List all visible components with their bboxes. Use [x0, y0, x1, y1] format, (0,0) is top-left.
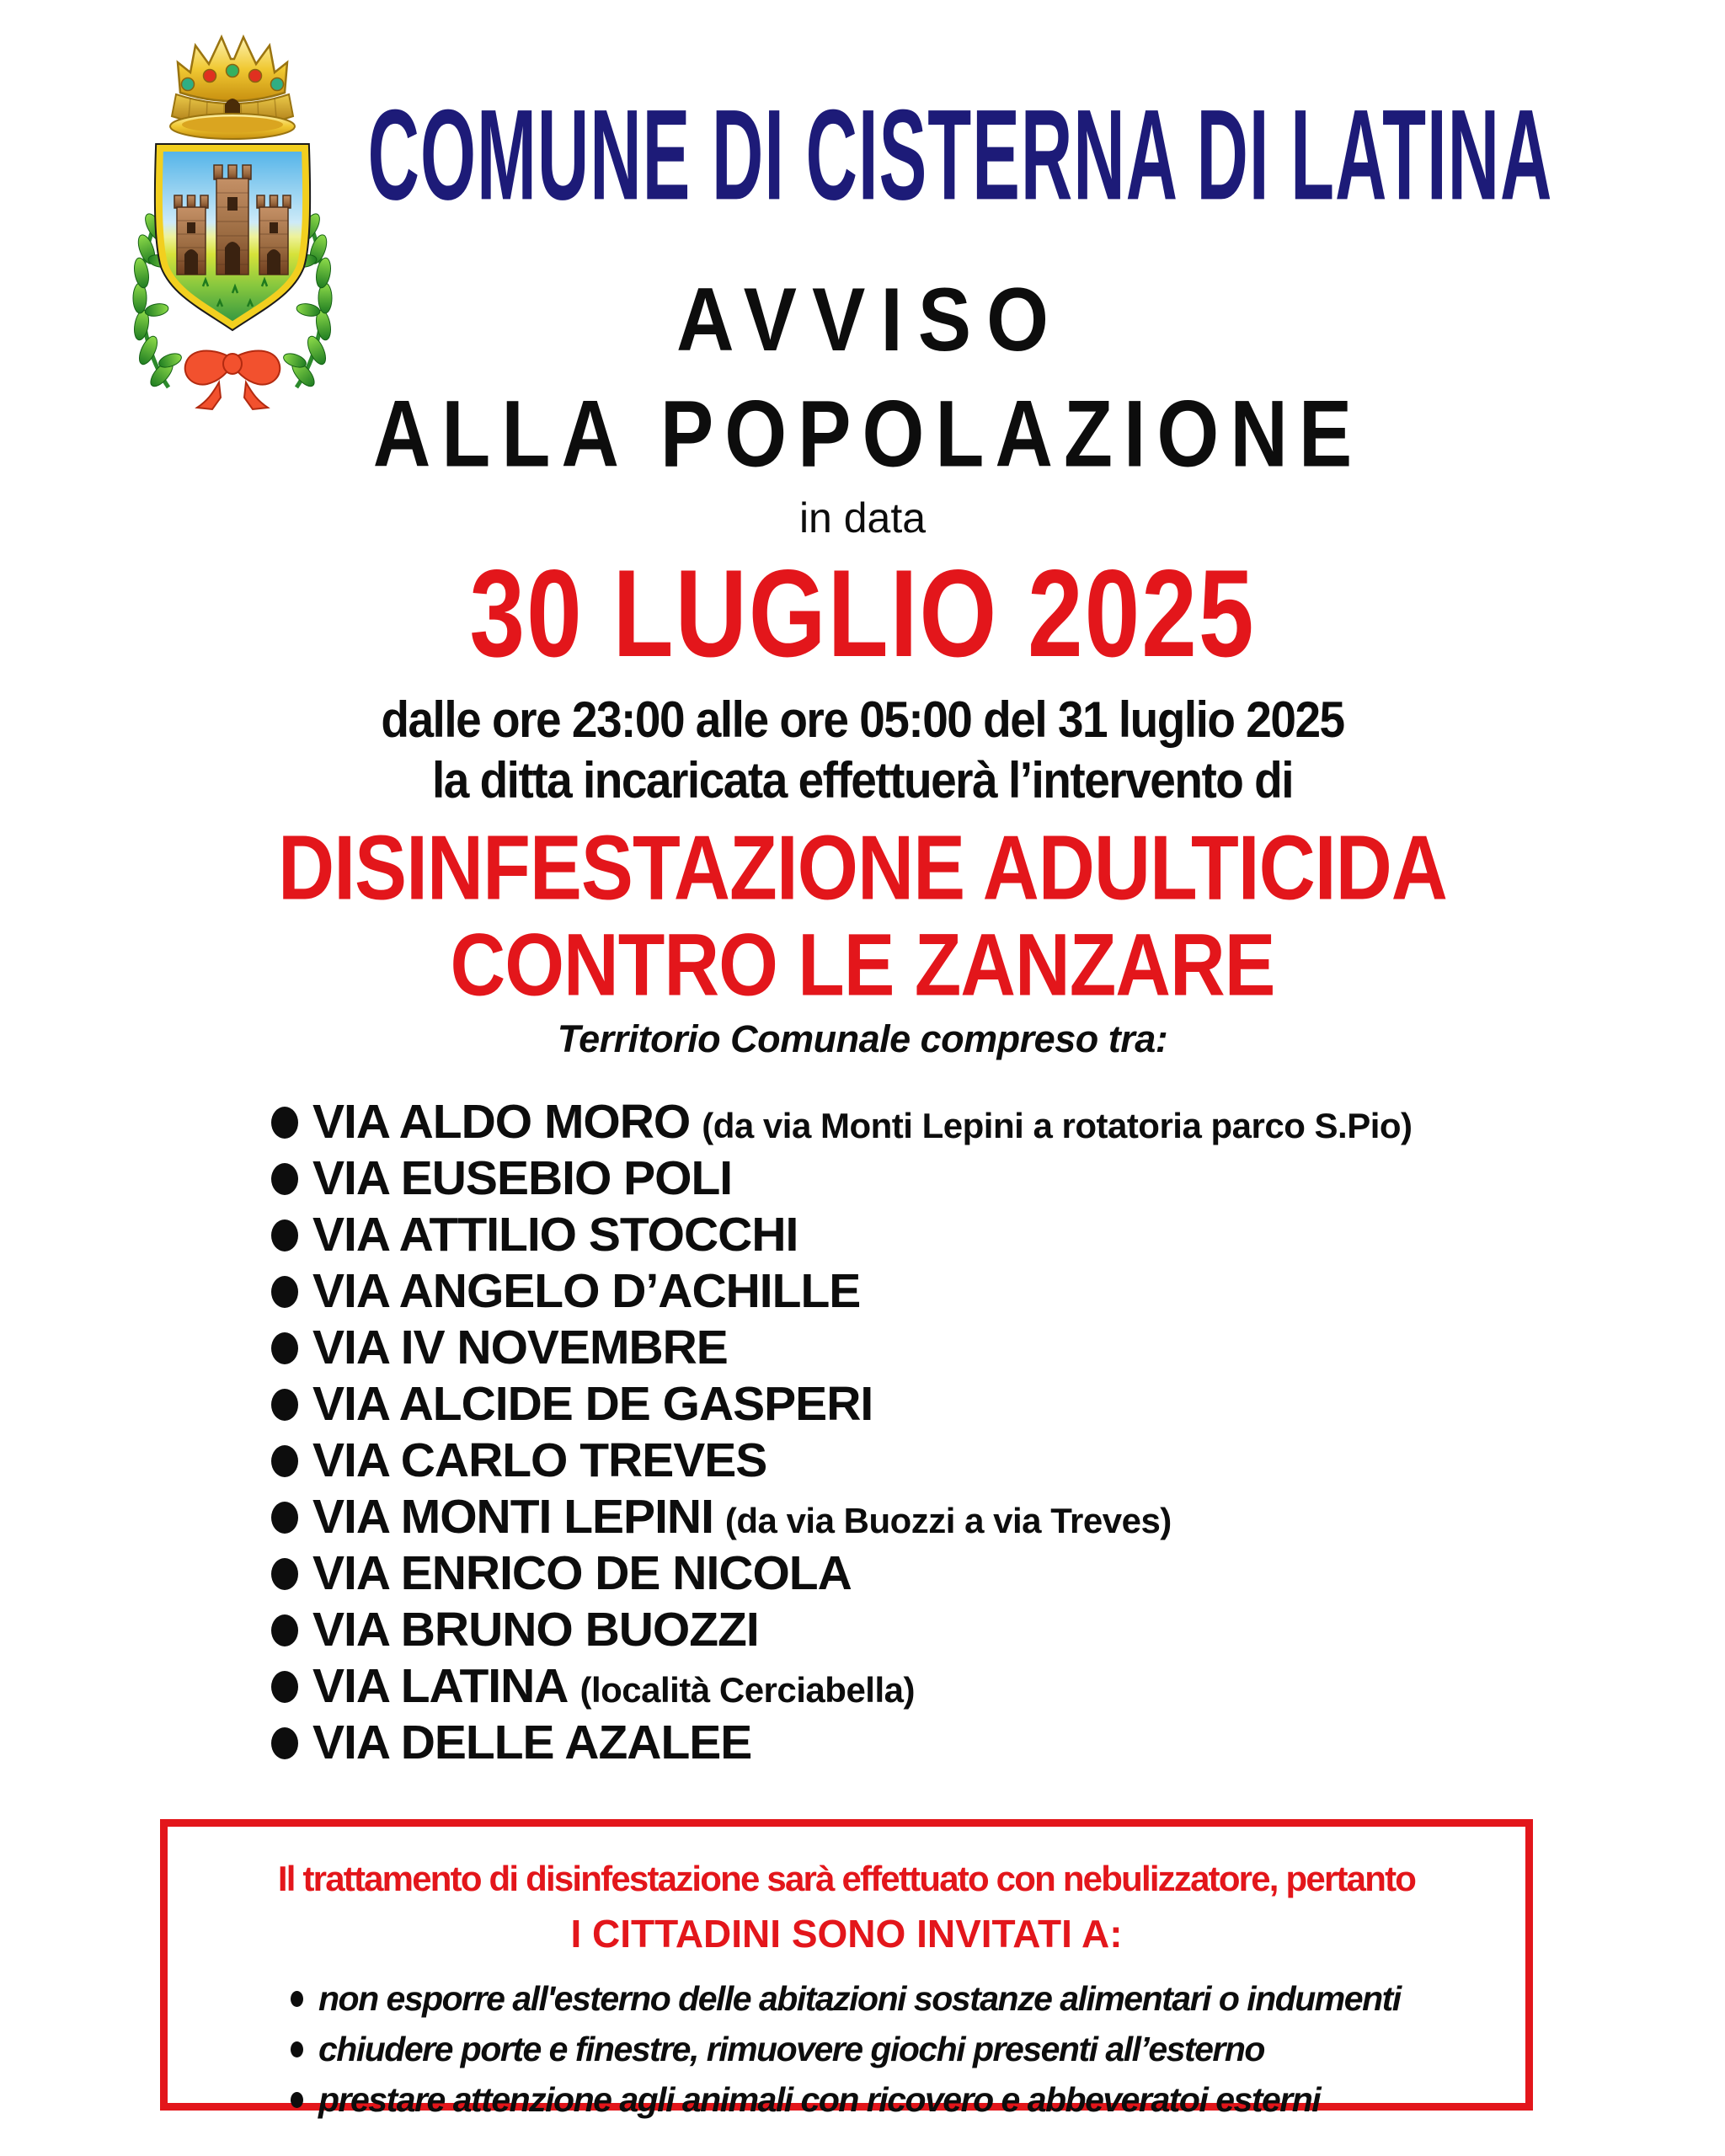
street-name: VIA DELLE AZALEE — [312, 1716, 752, 1769]
date-label — [0, 494, 1725, 542]
bullet-icon — [271, 1107, 298, 1139]
street-item — [271, 1376, 1413, 1433]
intro-line — [0, 750, 1725, 809]
street-item — [271, 1489, 1413, 1545]
bullet-icon — [271, 1445, 298, 1477]
street-label — [312, 1095, 1413, 1149]
warning-item — [291, 2024, 1525, 2074]
warning-heading: I CITTADINI SONO INVITATI A: — [570, 1912, 1123, 1956]
warning-intro: Il trattamento di disinfestazione sarà effettuato con nebulizzatore, pertanto — [277, 1859, 1416, 1898]
street-item — [271, 1207, 1413, 1263]
street-name: VIA EUSEBIO POLI — [312, 1151, 733, 1205]
street-name: VIA BRUNO BUOZZI — [312, 1603, 759, 1657]
street-label — [312, 1716, 763, 1769]
street-note: (da via Buozzi a via Treves) — [724, 1501, 1172, 1540]
streets-list — [271, 1094, 1413, 1771]
event-date-text: 30 LUGLIO 2025 — [469, 544, 1256, 684]
street-name: VIA ALCIDE DE GASPERI — [312, 1377, 873, 1431]
treatment-title-line1-text: DISINFESTAZIONE ADULTICIDA — [278, 815, 1447, 919]
street-note: (da via Monti Lepini a rotatoria parco S.Pio) — [702, 1106, 1413, 1145]
street-label — [312, 1433, 778, 1487]
bullet-icon — [271, 1276, 298, 1308]
street-label — [312, 1321, 740, 1374]
bullet-icon — [291, 1991, 303, 2007]
street-item — [271, 1433, 1413, 1489]
notice-title-line1-text: AVVISO — [676, 270, 1064, 370]
street-label — [312, 1490, 1172, 1544]
street-item — [271, 1094, 1413, 1150]
treatment-title-line2 — [0, 916, 1725, 1015]
street-item — [271, 1545, 1413, 1602]
notice-title-line2 — [0, 381, 1725, 487]
street-item — [271, 1715, 1413, 1771]
street-label — [312, 1659, 915, 1713]
street-label — [312, 1208, 809, 1262]
warning-list — [291, 1973, 1525, 2125]
bullet-icon — [291, 2092, 303, 2108]
street-name: VIA ATTILIO STOCCHI — [312, 1208, 798, 1262]
street-name: VIA ENRICO DE NICOLA — [312, 1546, 852, 1600]
bullet-icon — [271, 1163, 298, 1195]
schedule-line-text: dalle ore 23:00 alle ore 05:00 del 31 luglio 2025 — [381, 690, 1344, 749]
warning-item — [291, 2074, 1525, 2125]
street-name: VIA ALDO MORO — [312, 1095, 691, 1149]
area-label — [0, 1017, 1725, 1061]
warning-box — [160, 1819, 1533, 2119]
intro-line-text: la ditta incaricata effettuerà l’intervento di — [431, 750, 1294, 809]
municipality-name-text: COMUNE DI CISTERNA DI LATINA — [367, 83, 1553, 228]
street-item — [271, 1263, 1413, 1320]
street-label — [312, 1603, 771, 1657]
bullet-icon — [271, 1614, 298, 1646]
municipality-name — [195, 83, 1725, 228]
warning-item-text: chiudere porte e finestre, rimuovere giochi presenti all’esterno — [318, 2029, 1264, 2068]
street-note: (località Cerciabella) — [579, 1670, 915, 1710]
bullet-icon — [271, 1389, 298, 1421]
street-item — [271, 1602, 1413, 1658]
street-item — [271, 1320, 1413, 1376]
street-label — [312, 1546, 863, 1600]
bullet-icon — [271, 1219, 298, 1251]
notice-title-line2-text: ALLA POPOLAZIONE — [372, 381, 1364, 487]
street-name: VIA LATINA — [312, 1659, 569, 1713]
street-name: VIA ANGELO D’ACHILLE — [312, 1264, 861, 1318]
bullet-icon — [271, 1558, 298, 1590]
bullet-icon — [291, 2041, 303, 2057]
date-label-text: in data — [798, 494, 927, 542]
warning-item — [291, 1973, 1525, 2024]
street-label — [312, 1151, 744, 1205]
notice-title-line1 — [0, 270, 1725, 370]
bullet-icon — [271, 1502, 298, 1534]
street-label — [312, 1377, 884, 1431]
warning-item-text: prestare attenzione agli animali con ricovero e abbeveratoi esterni — [318, 2079, 1321, 2119]
street-label — [312, 1264, 872, 1318]
street-name: VIA MONTI LEPINI — [312, 1490, 713, 1544]
bullet-icon — [271, 1727, 298, 1759]
treatment-title-line2-text: CONTRO LE ZANZARE — [450, 916, 1275, 1015]
treatment-title-line1 — [0, 815, 1725, 919]
event-date — [0, 544, 1725, 684]
street-item — [271, 1658, 1413, 1715]
schedule-line — [0, 690, 1725, 749]
area-label-text: Territorio Comunale compreso tra: — [557, 1017, 1168, 1060]
street-name: VIA CARLO TREVES — [312, 1433, 767, 1487]
street-item — [271, 1150, 1413, 1207]
bullet-icon — [271, 1671, 298, 1703]
bullet-icon — [271, 1332, 298, 1364]
warning-item-text: non esporre all'esterno delle abitazioni sostanze alimentari o indumenti — [318, 1978, 1401, 2018]
street-name: VIA IV NOVEMBRE — [312, 1321, 728, 1374]
